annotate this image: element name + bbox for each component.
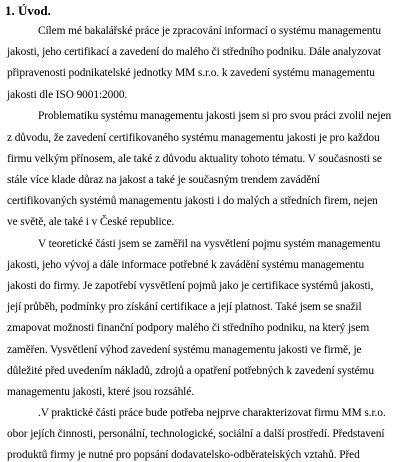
text-line: ve světě, ale také i v České republice. bbox=[7, 216, 175, 228]
text-line: Cílem mé bakalářské práce je zpracování informací o systému managementu bbox=[38, 25, 382, 37]
text-line: V teoretické části jsem se zaměřil na vysvětlení pojmu systém managementu bbox=[38, 238, 381, 250]
text-line: .V praktické části práce bude potřeba nejprve charakterizovat firmu MM s.r.o. bbox=[38, 407, 386, 419]
text-line: obor jejích činnosti, personální, technologické, sociální a další prostředí. Představení bbox=[7, 428, 385, 440]
text-line: zmapovat možnosti finanční podpory malého či středního podniku, na který jsem bbox=[7, 322, 370, 334]
text-line: managementu jakosti, které jsou rozsáhlé. bbox=[7, 386, 194, 398]
text-line: její průběh, podmínky pro získání certifikace a její platnost. Také jsem se snažil bbox=[7, 301, 362, 313]
text-line: produktů firmy je nutné pro popsání dodavatelsko-odběratelských vztahů. Před bbox=[7, 449, 360, 461]
text-line: Problematiku systému managementu jakosti jsem si pro svou práci zvolil nejen bbox=[38, 110, 392, 122]
text-line: jakosti, jeho vývoj a dále informace potřebné k zavádění systému managementu bbox=[7, 259, 365, 271]
text-line: připravenosti podnikatelské jednotky MM s.r.o. k zavedení systému managementu bbox=[7, 67, 375, 79]
text-line: jakosti dle ISO 9001:2000. bbox=[7, 89, 128, 101]
text-line: důležité před uvedením nákladů, zdrojů a opatření potřebných k zavedení systému bbox=[7, 365, 374, 377]
text-line: jakosti do firmy. Je zapotřebí vysvětlení pojmů jako je certifikace systémů jakosti, bbox=[7, 280, 374, 292]
section-heading: 1. Úvod. bbox=[5, 3, 51, 18]
text-line: jakosti, jeho certifikací a zavedení do malého či středního podniku. Dále analyzovat bbox=[7, 46, 381, 58]
text-line: certifikovaných systémů managementu jakosti i do malých a středních firem, nejen bbox=[7, 195, 378, 207]
text-line: stále více klade důraz na jakost a také je současným trendem zavádění bbox=[7, 174, 320, 186]
text-line: zaměřen. Vysvětlení výhod zavedení systému managementu jakosti ve firmě, je bbox=[7, 344, 362, 356]
text-line: z důvodu, že zavedení certifikovaného systému managementu jakosti je pro každou bbox=[7, 132, 380, 144]
text-line: firmu velkým přínosem, ale také z důvodu aktuality tohoto tématu. V současnosti se bbox=[7, 153, 382, 165]
